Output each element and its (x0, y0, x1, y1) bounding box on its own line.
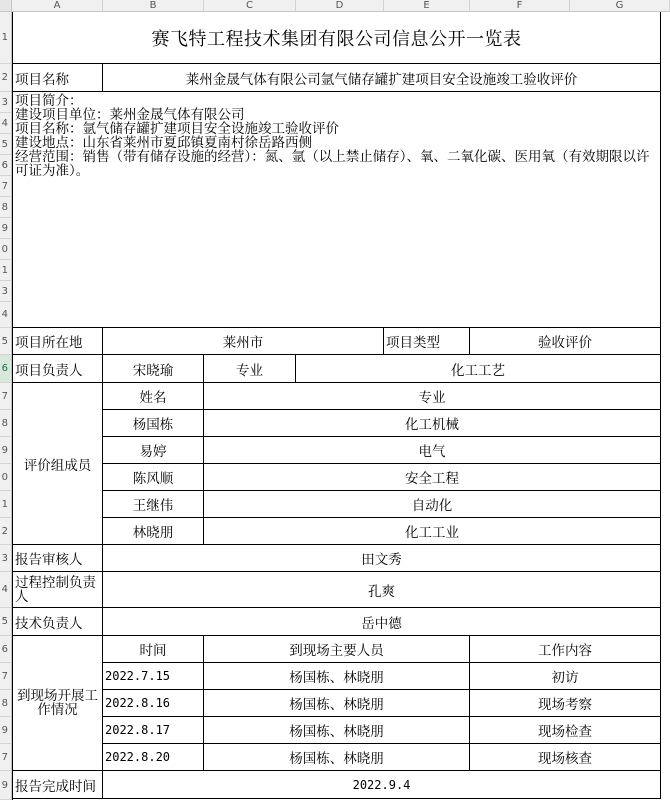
visit-time[interactable]: 2022.8.17 (103, 717, 204, 744)
row-header[interactable]: 7 (0, 744, 12, 771)
row-header[interactable]: 9 (0, 771, 12, 800)
row-header-selected[interactable]: 6 (0, 355, 12, 383)
team-member-name[interactable]: 王继伟 (103, 491, 204, 518)
column-header-f[interactable]: F (470, 0, 570, 12)
row-header[interactable]: 1 (0, 491, 12, 518)
row-header[interactable]: 5 (0, 608, 12, 636)
location-value[interactable]: 莱州市 (103, 328, 384, 355)
tech-label[interactable]: 技术负责人 (13, 608, 103, 636)
select-all-corner[interactable] (0, 0, 12, 12)
team-header-major[interactable]: 专业 (204, 383, 661, 410)
row-header[interactable]: 7 (0, 383, 12, 410)
visit-content[interactable]: 初访 (470, 663, 661, 690)
column-header-c[interactable]: C (204, 0, 296, 12)
row-header[interactable]: 9 (0, 218, 12, 239)
team-member-major[interactable]: 化工工业 (204, 518, 661, 545)
visit-time[interactable]: 2022.7.15 (103, 663, 204, 690)
intro-project: 项目名称：氩气储存罐扩建项目安全设施竣工验收评价 (15, 121, 339, 137)
row-header[interactable]: 4 (0, 302, 12, 328)
column-header-a[interactable]: A (12, 0, 103, 12)
visit-header-time[interactable]: 时间 (103, 636, 204, 663)
intro-location: 建设地点：山东省莱州市夏邱镇夏南村徐岳路西侧 (15, 135, 312, 151)
tech-value[interactable]: 岳中德 (103, 608, 661, 636)
team-header-name[interactable]: 姓名 (103, 383, 204, 410)
row-header[interactable]: 2 (0, 64, 12, 92)
row-header[interactable]: 1 (0, 12, 12, 64)
row-header[interactable]: 8 (0, 410, 12, 437)
visit-time[interactable]: 2022.8.16 (103, 690, 204, 717)
visit-content[interactable]: 现场考察 (470, 690, 661, 717)
location-label[interactable]: 项目所在地 (13, 328, 103, 355)
row-header[interactable]: 4 (0, 113, 12, 134)
leader-major-label[interactable]: 专业 (204, 355, 296, 383)
type-label[interactable]: 项目类型 (384, 328, 470, 355)
row-header[interactable]: 6 (0, 636, 12, 663)
row-header[interactable]: 8 (0, 197, 12, 218)
column-header-b[interactable]: B (103, 0, 204, 12)
column-header-e[interactable]: E (384, 0, 470, 12)
row-header[interactable]: 3 (0, 92, 12, 113)
intro-heading: 项目简介： (15, 93, 83, 109)
team-member-major[interactable]: 安全工程 (204, 464, 661, 491)
row-header[interactable]: 6 (0, 155, 12, 176)
row-header[interactable]: 9 (0, 437, 12, 464)
team-member-name[interactable]: 林晓朋 (103, 518, 204, 545)
row-header[interactable]: 3 (0, 281, 12, 302)
visit-people[interactable]: 杨国栋、林晓朋 (204, 690, 470, 717)
row-header[interactable]: 3 (0, 545, 12, 572)
finish-value[interactable]: 2022.9.4 (103, 771, 661, 799)
team-member-name[interactable]: 易婷 (103, 437, 204, 464)
row-header[interactable]: 1 (0, 260, 12, 281)
project-intro[interactable] (13, 92, 661, 328)
intro-unit: 建设项目单位：莱州金晟气体有限公司 (15, 107, 245, 123)
leader-label[interactable]: 项目负责人 (13, 355, 103, 383)
team-member-name[interactable]: 陈风顺 (103, 464, 204, 491)
sheet-title[interactable]: 赛飞特工程技术集团有限公司信息公开一览表 (13, 12, 661, 64)
row-header[interactable]: 0 (0, 239, 12, 260)
row-header[interactable]: 5 (0, 134, 12, 155)
visit-header-people[interactable]: 到现场主要人员 (204, 636, 470, 663)
type-value[interactable]: 验收评价 (470, 328, 661, 355)
visit-people[interactable]: 杨国栋、林晓朋 (204, 663, 470, 690)
visit-time[interactable]: 2022.8.20 (103, 744, 204, 771)
visit-content[interactable]: 现场检查 (470, 717, 661, 744)
visit-people[interactable]: 杨国栋、林晓朋 (204, 717, 470, 744)
row-header[interactable]: 7 (0, 663, 12, 690)
process-label[interactable]: 过程控制负责人 (13, 572, 103, 608)
team-member-major[interactable]: 自动化 (204, 491, 661, 518)
visit-people[interactable]: 杨国栋、林晓朋 (204, 744, 470, 771)
row-header[interactable]: 2 (0, 518, 12, 545)
row-header[interactable]: 4 (0, 572, 12, 608)
row-header[interactable]: 7 (0, 176, 12, 197)
team-label[interactable]: 评价组成员 (13, 383, 103, 545)
reviewer-value[interactable]: 田文秀 (103, 545, 661, 572)
row-header[interactable]: 0 (0, 464, 12, 491)
leader-major-value[interactable]: 化工工艺 (296, 355, 661, 383)
leader-value[interactable]: 宋晓瑜 (103, 355, 204, 383)
team-member-name[interactable]: 杨国栋 (103, 410, 204, 437)
visit-content[interactable]: 现场核查 (470, 744, 661, 771)
team-member-major[interactable]: 电气 (204, 437, 661, 464)
column-header-g[interactable]: G (570, 0, 670, 12)
row-header[interactable]: 5 (0, 328, 12, 355)
project-name-label[interactable]: 项目名称 (13, 64, 103, 92)
reviewer-label[interactable]: 报告审核人 (13, 545, 103, 572)
row-header[interactable]: 9 (0, 717, 12, 744)
finish-label[interactable]: 报告完成时间 (13, 771, 103, 799)
project-name-value[interactable]: 莱州金晟气体有限公司氩气储存罐扩建项目安全设施竣工验收评价 (103, 64, 661, 92)
team-member-major[interactable]: 化工机械 (204, 410, 661, 437)
column-header-d[interactable]: D (296, 0, 384, 12)
row-header[interactable]: 8 (0, 690, 12, 717)
intro-scope: 经营范围：销售（带有储存设施的经营）：氮、氩（以上禁止储存）、氧、二氧化碳、医用氧（有效期限以许可证为准）。 (15, 149, 650, 179)
visit-label[interactable]: 到现场开展工作情况 (13, 636, 103, 771)
process-value[interactable]: 孔爽 (103, 572, 661, 608)
visit-header-content[interactable]: 工作内容 (470, 636, 661, 663)
